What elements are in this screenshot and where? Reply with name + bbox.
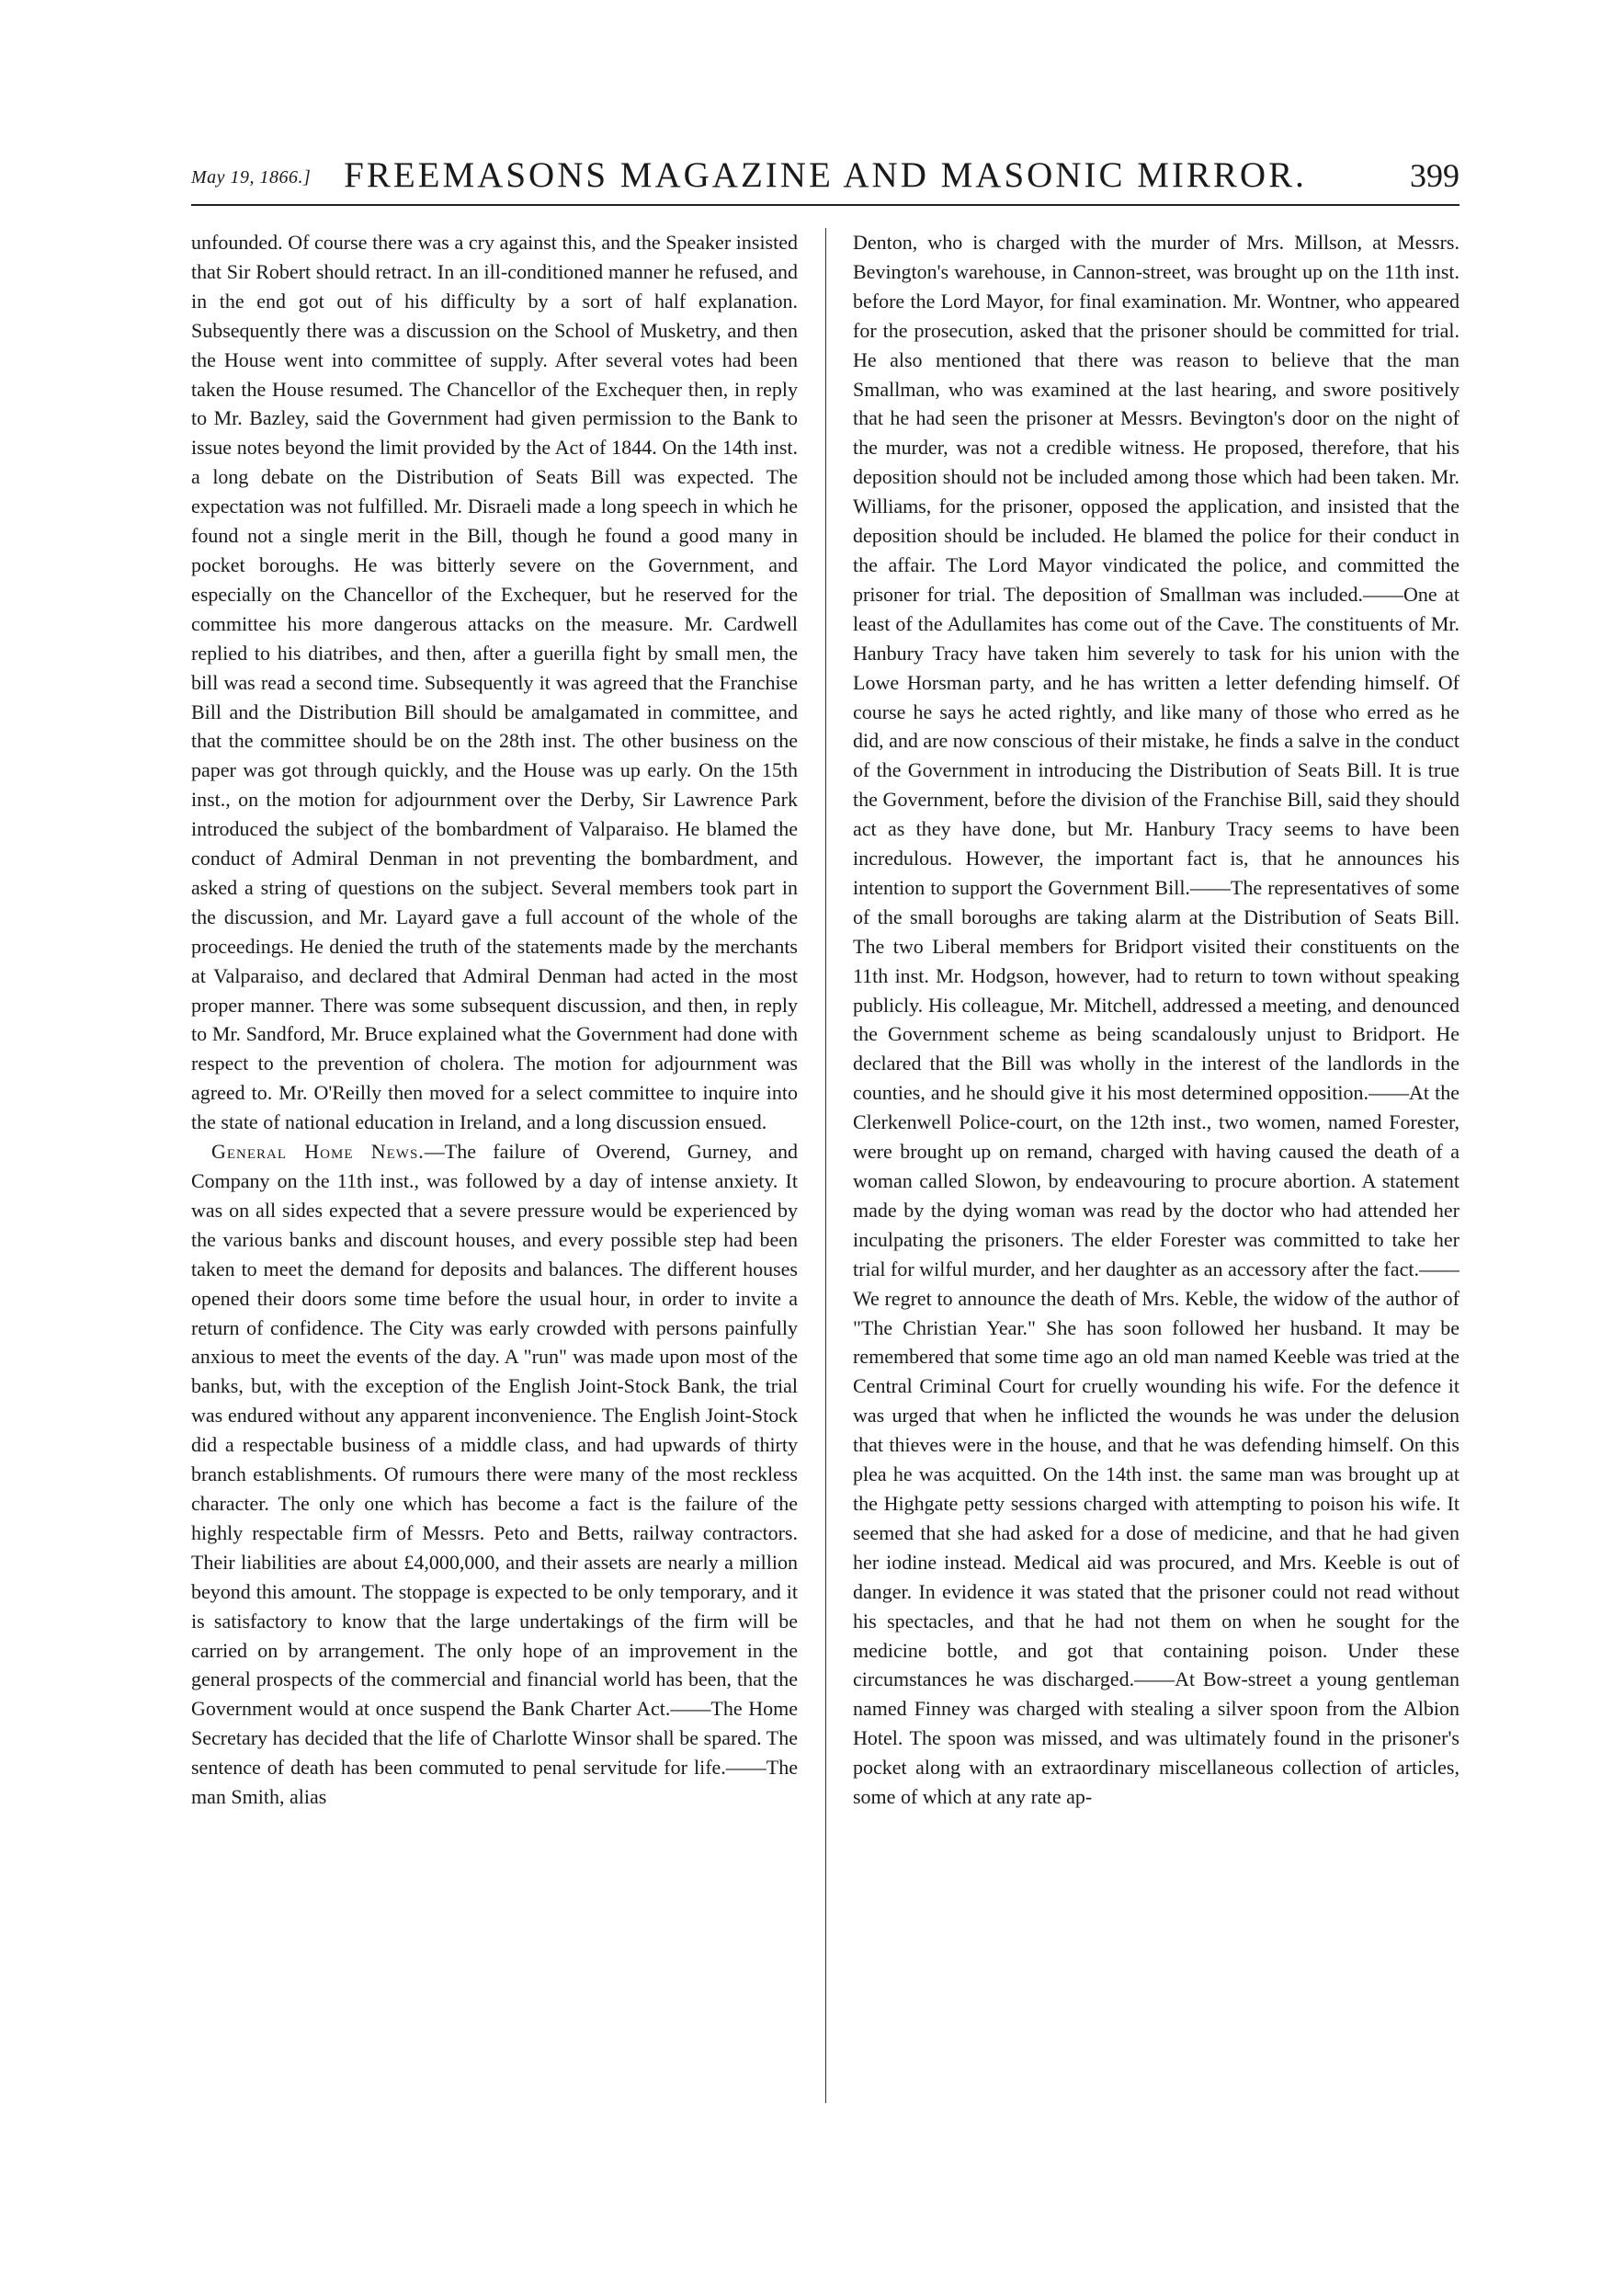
magazine-title: FREEMASONS MAGAZINE AND MASONIC MIRROR. xyxy=(344,155,1307,195)
header-rule xyxy=(191,204,1459,206)
parliament-paragraph: unfounded. Of course there was a cry against this, and the Speaker insisted that Sir Robert should retract. In an ill-conditioned manner he refused, and in the end got out of his difficulty by a sort of half explanation. Subsequently there was a discussion on the School of Musketry, and then the House went into committee of supply. After several votes had been taken the House resumed. The Chancellor of the Exchequer then, in reply to Mr. Bazley, said the Government had given permission to the Bank to issue notes beyond the limit provided by the Act of 1844. On the 14th inst. a long debate on the Distribution of Seats Bill was expected. The expectation was not fulfilled. Mr. Disraeli made a long speech in which he found not a single merit in the Bill, though he found a good many in pocket boroughs. He was bitterly severe on the Government, and especially on the Chancellor of the Exchequer, but he reserved for the committee his more dangerous attacks on the measure. Mr. Cardwell replied to his diatribes, and then, after a guerilla fight by small men, the bill was read a second time. Subsequently it was agreed that the Franchise Bill and the Distribution Bill should be amalgamated in committee, and that the committee should be on the 28th inst. The other business on the paper was got through quickly, and the House was up early. On the 15th inst., on the motion for adjournment over the Derby, Sir Lawrence Park introduced the subject of the bombardment of Valparaiso. He blamed the conduct of Admiral Denman in not preventing the bombardment, and asked a string of questions on the subject. Several members took part in the discussion, and Mr. Layard gave a full account of the whole of the proceedings. He denied the truth of the statements made by the merchants at Valparaiso, and declared that Admiral Denman had acted in the most proper manner. There was some subsequent discussion, and then, in reply to Mr. Sandford, Mr. Bruce explained what the Government had done with respect to the prevention of cholera. The motion for adjournment was agreed to. Mr. O'Reilly then moved for a select committee to inquire into the state of national education in Ireland, and a long discussion ensued. xyxy=(191,231,798,1134)
home-news-heading: General Home News. xyxy=(211,1140,425,1164)
column-divider xyxy=(825,228,826,2103)
issue-date: May 19, 1866.] xyxy=(191,167,312,188)
home-news-text: —The failure of Overend, Gurney, and Company on the 11th inst., was followed by a day of intense anxiety. It was on all sides expected that a severe pressure would be experienced by the various banks and discount houses, and every possible step had been taken to meet the demand for deposits and balances. The different houses opened their doors some time before the usual hour, in order to invite a return of confidence. The City was early crowded with persons painfully anxious to meet the events of the day. A "run" was made upon most of the banks, but, with the exception of the English Joint-Stock Bank, the trial was endured without any apparent inconvenience. The English Joint-Stock did a respectable business of a middle class, and had upwards of thirty branch establishments. Of rumours there were many of the most reckless character. The only one which has become a fact is the failure of the highly respectable firm of Messrs. Peto and Betts, railway contractors. Their liabilities are about £4,000,000, and their assets are nearly a million beyond this amount. The stoppage is expected to be only temporary, and it is satisfactory to know that the large undertakings of the firm will be carried on by arrangement. The only hope of an improvement in the general prospects of the commercial and financial world has been, that the Government would at once suspend the Bank Charter Act.——The Home Secretary has decided that the life of Charlotte Winsor shall be spared. The sentence of death has been commuted to penal servitude for life.——The man Smith, alias xyxy=(191,1140,798,1809)
left-column xyxy=(191,228,798,2140)
home-news-paragraph xyxy=(191,1137,798,1812)
right-column xyxy=(853,228,1459,2140)
page-number: 399 xyxy=(1410,157,1459,194)
page-header xyxy=(191,147,1459,202)
news-continued-paragraph: Denton, who is charged with the murder of Mrs. Millson, at Messrs. Bevington's warehouse, in Cannon-street, was brought up on the 11th inst. before the Lord Mayor, for final examination. Mr. Wontner, who appeared for the prosecution, asked that the prisoner should be committed for trial. He also mentioned that there was reason to believe that the man Smallman, who was examined at the last hearing, and swore positively that he had seen the prisoner at Messrs. Bevington's door on the night of the murder, was not a credible witness. He proposed, therefore, that his deposition should not be included among those which had been taken. Mr. Williams, for the prisoner, opposed the application, and insisted that the deposition should be included. He blamed the police for their conduct in the affair. The Lord Mayor vindicated the police, and committed the prisoner for trial. The deposition of Smallman was included.——One at least of the Adullamites has come out of the Cave. The constituents of Mr. Hanbury Tracy have taken him severely to task for his union with the Lowe Horsman party, and he has written a letter defending himself. Of course he says he acted rightly, and like many of those who erred as he did, and are now conscious of their mistake, he finds a salve in the conduct of the Government in introducing the Distribution of Seats Bill. It is true the Government, before the division of the Franchise Bill, said they should act as they have done, but Mr. Hanbury Tracy seems to have been incredulous. However, the important fact is, that he announces his intention to support the Government Bill.——The representatives of some of the small boroughs are taking alarm at the Distribution of Seats Bill. The two Liberal members for Bridport visited their constituents on the 11th inst. Mr. Hodgson, however, had to return to town without speaking publicly. His colleague, Mr. Mitchell, addressed a meeting, and denounced the Government scheme as being scandalously unjust to Bridport. He declared that the Bill was wholly in the interest of the landlords in the counties, and he should give it his most determined opposition.——At the Clerkenwell Police-court, on the 12th inst., two women, named Forester, were brought up on remand, charged with having caused the death of a woman called Slowon, by endeavouring to procure abortion. A statement made by the dying woman was read by the doctor who had attended her inculpating the prisoners. The elder Forester was committed to take her trial for wilful murder, and her daughter as an accessory after the fact.——We regret to announce the death of Mrs. Keble, the widow of the author of "The Christian Year." She has soon followed her husband. It may be remembered that some time ago an old man named Keeble was tried at the Central Criminal Court for cruelly wounding his wife. For the defence it was urged that when he inflicted the wounds he was under the delusion that thieves were in the house, and that he was defending himself. On this plea he was acquitted. On the 14th inst. the same man was brought up at the Highgate petty sessions charged with attempting to poison his wife. It seemed that she had asked for a dose of medicine, and that he had given her iodine instead. Medical aid was procured, and Mrs. Keeble is out of danger. In evidence it was stated that the prisoner could not read without his spectacles, and that he had not them on when he sought for the medicine bottle, and got that containing poison. Under these circumstances he was discharged.——At Bow-street a young gentleman named Finney was charged with stealing a silver spoon from the Albion Hotel. The spoon was missed, and was ultimately found in the prisoner's pocket along with an extraordinary miscellaneous collection of articles, some of which at any rate ap- xyxy=(853,231,1459,1809)
